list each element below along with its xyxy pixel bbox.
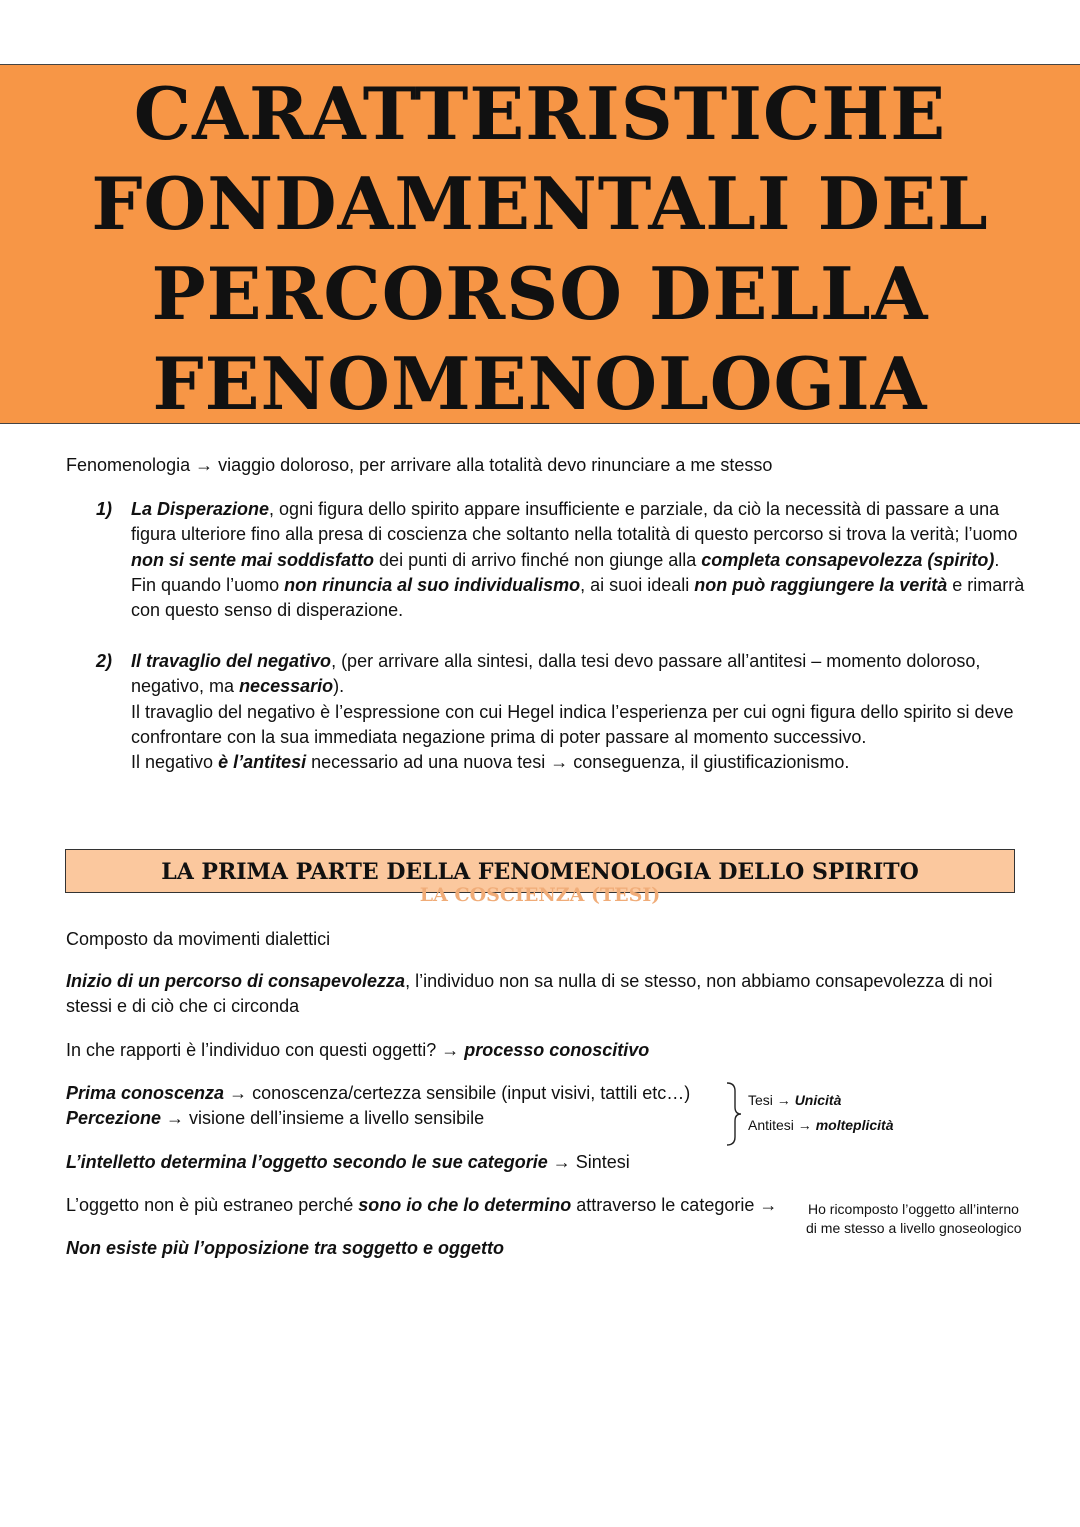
line-opposizione: Non esiste più l’opposizione tra soggetto e oggetto [66, 1238, 505, 1258]
emphasis: molteplicità [815, 1117, 894, 1133]
paragraph [131, 649, 1026, 700]
title-line-1: CARATTERISTICHE [133, 71, 947, 156]
text-fragment: e rimarrà con questo senso di disperazione. [131, 574, 1025, 621]
emphasis: Percezione [66, 1108, 162, 1128]
term-disperazione: La Disperazione [131, 499, 270, 519]
emphasis: Unicità [794, 1092, 842, 1108]
emphasis: processo conoscitivo [464, 1040, 650, 1060]
text-fragment: necessario ad una nuova tesi → conseguenza, il giustificazionismo. [306, 752, 850, 773]
emphasis: completa consapevolezza (spirito) [701, 549, 995, 570]
text-fragment: L’oggetto non è più estraneo perché [66, 1195, 359, 1215]
title-line-4: FENOMENOLOGIA [152, 341, 928, 426]
text-fragment: , (per arrivare alla sintesi, dalla tesi devo passare all’antitesi – momento doloroso, negativo, ma [131, 651, 981, 697]
emphasis: non può raggiungere la verità [694, 574, 948, 595]
emphasis: necessario [239, 676, 334, 697]
list-number: 1) [96, 499, 113, 519]
line-oggetto [66, 1193, 826, 1218]
term-travaglio: Il travaglio del negativo [131, 651, 332, 671]
side-note-line-1: Ho ricomposto l’oggetto all’interno [808, 1201, 1019, 1217]
text-fragment: attraverso le categorie → [571, 1195, 778, 1215]
emphasis: non si sente mai soddisfatto [131, 549, 375, 570]
text-fragment: Tesi → [748, 1092, 795, 1108]
tesi-note [748, 1091, 841, 1109]
emphasis: è l’antitesi [218, 752, 307, 773]
text-fragment: → conoscenza/certezza sensibile (input visivi, tattili etc…) [224, 1083, 691, 1103]
line-composto: Composto da movimenti dialettici [66, 929, 331, 949]
text-fragment: → Sintesi [547, 1152, 630, 1172]
text-fragment: → visione dell’insieme a livello sensibile [161, 1108, 485, 1128]
line-rapporti [66, 1038, 1016, 1063]
section-title: LA PRIMA PARTE DELLA FENOMENOLOGIA DELLO SPIRITO [161, 859, 919, 885]
title-line-2: FONDAMENTALI DEL [91, 161, 989, 246]
text-fragment: , l’individuo non sa nulla di se stesso, non abbiamo consapevolezza di noi stessi e di ciò che ci circonda [66, 971, 993, 1017]
emphasis: Inizio di un percorso di consapevolezza [66, 971, 406, 991]
line-intelletto [66, 1150, 1016, 1175]
title-line-3: PERCORSO DELLA [151, 251, 929, 336]
list-number: 2) [96, 651, 113, 671]
emphasis: L’intelletto determina l’oggetto secondo le sue categorie [66, 1152, 548, 1172]
intro-line: Fenomenologia → viaggio doloroso, per arrivare alla totalità devo rinunciare a me stesso [66, 455, 773, 475]
antitesi-note [748, 1116, 894, 1134]
text-fragment: ). [333, 676, 345, 697]
list-item-text [131, 497, 1026, 623]
emphasis: non rinuncia al suo individualismo [284, 574, 581, 595]
paragraph: Il travaglio del negativo è l’espressione con cui Hegel indica l’esperienza per cui ogni figura dello spirito si deve confrontare con la sua immediata negazione prima di poter passare al momento successivo. [131, 701, 1014, 747]
list-item-travaglio [96, 649, 1026, 775]
text-fragment: dei punti di arrivo finché non giunge alla [374, 549, 702, 570]
paragraph [131, 750, 1026, 775]
curly-brace-icon [724, 1081, 744, 1147]
text-fragment: In che rapporti è l’individuo con questi oggetti? → [66, 1040, 465, 1060]
line-prima-conoscenza [66, 1081, 1016, 1106]
paragraph-inizio [66, 969, 1016, 1020]
text-fragment: Il negativo [131, 752, 219, 773]
title-banner [0, 64, 1080, 424]
text-fragment: Antitesi → [748, 1117, 816, 1133]
text-fragment: , ai suoi ideali [580, 574, 695, 595]
side-note-line-2: di me stesso a livello gnoseologico [806, 1220, 1022, 1236]
list-item-disperazione [96, 497, 1026, 623]
emphasis: sono io che lo determino [358, 1195, 572, 1215]
text-fragment: . Fin quando l’uomo [131, 549, 1000, 595]
list-item-text [131, 649, 1026, 775]
emphasis: Prima conoscenza [66, 1083, 225, 1103]
section-subtitle: LA COSCIENZA (TESI) [419, 884, 661, 904]
text-fragment: , ogni figura dello spirito appare insufficiente e parziale, da ciò la necessità di passare a una figura ulteriore fino alla presa di coscienza che soltanto nella totalità di questo percorso si trova la verità; l’uomo [131, 499, 1018, 545]
